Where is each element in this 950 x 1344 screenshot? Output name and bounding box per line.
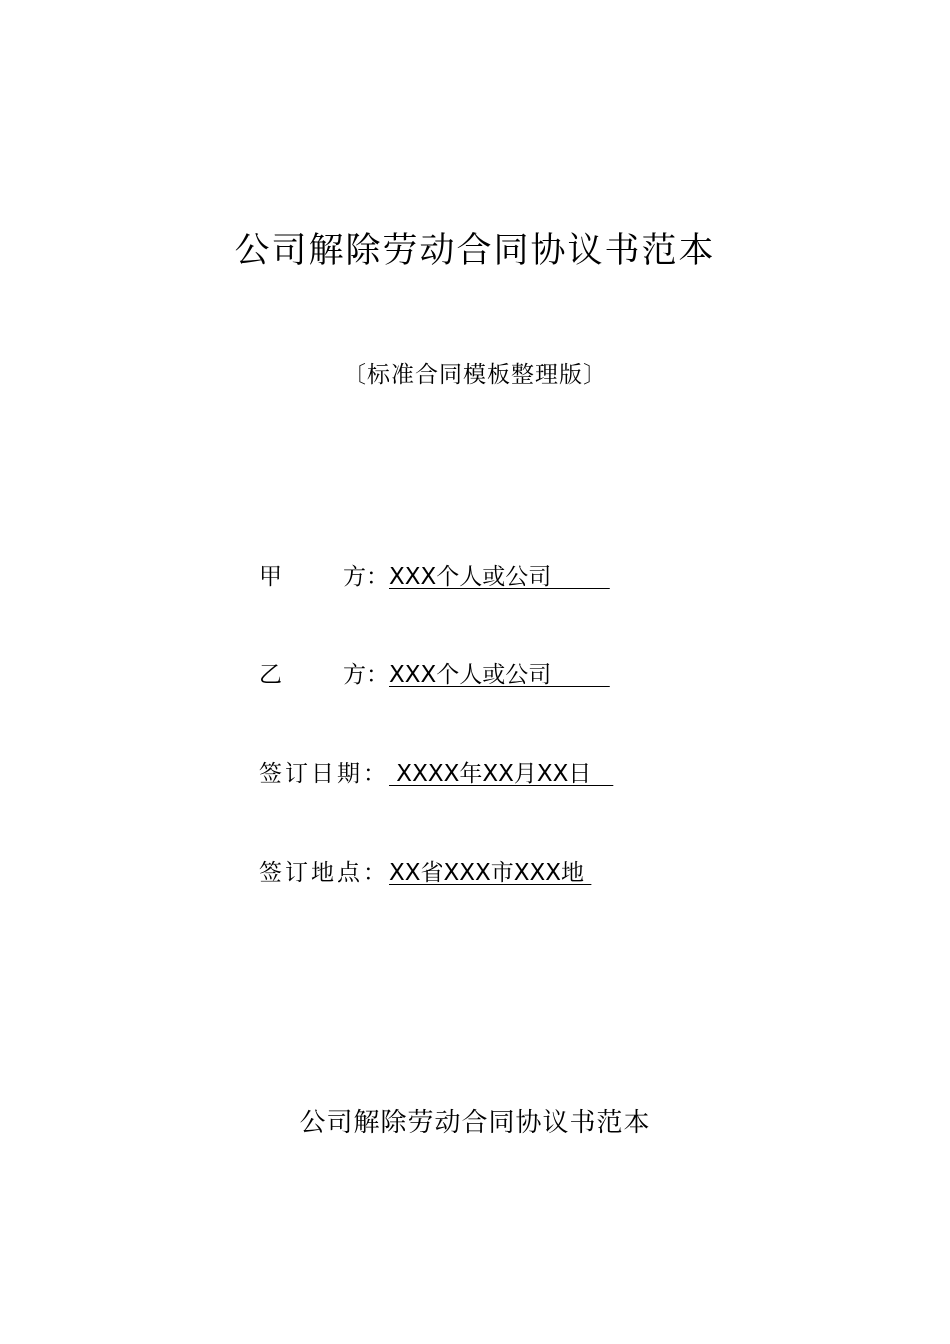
sign-date-field xyxy=(259,757,613,791)
party-b-field xyxy=(259,658,610,692)
sign-place-value: XX省XXX市XXX地 xyxy=(389,860,592,886)
footer-title: 公司解除劳动合同协议书范本 xyxy=(299,1108,651,1138)
party-a-label-first: 甲 xyxy=(259,564,282,590)
document-title: 公司解除劳动合同协议书范本 xyxy=(234,231,716,271)
party-b-label-first: 乙 xyxy=(259,662,282,688)
party-b-label xyxy=(259,658,389,692)
sign-date-label: 签订日期： xyxy=(259,761,389,787)
party-a-label-last: 方： xyxy=(343,564,389,590)
party-b-value: XXX个人或公司 xyxy=(389,662,610,688)
party-a-field xyxy=(259,560,610,594)
sign-place-field xyxy=(259,856,591,890)
sign-place-label: 签订地点： xyxy=(259,860,389,886)
party-a-label xyxy=(259,560,389,594)
sign-date-value: XXXX年XX月XX日 xyxy=(389,761,614,787)
party-a-value: XXX个人或公司 xyxy=(389,564,610,590)
party-b-label-last: 方： xyxy=(343,662,389,688)
document-subtitle: 〔标准合同模板整理版〕 xyxy=(343,362,607,388)
